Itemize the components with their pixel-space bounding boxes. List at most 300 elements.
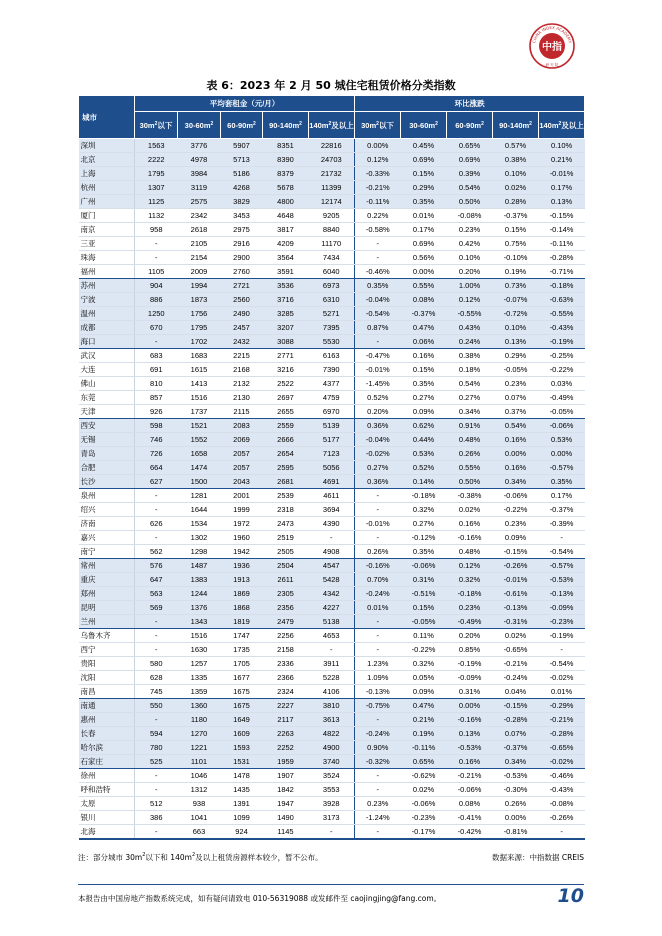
value-cell: 0.62% — [401, 419, 447, 433]
value-cell: 1500 — [178, 475, 221, 489]
value-cell: -0.12% — [401, 531, 447, 545]
city-cell: 宁波 — [79, 293, 135, 307]
city-cell: 昆明 — [79, 601, 135, 615]
value-cell: 7434 — [309, 251, 355, 265]
value-cell: 3740 — [309, 755, 355, 769]
value-cell: 0.00% — [447, 699, 493, 713]
value-cell: 4900 — [309, 741, 355, 755]
value-cell: 5138 — [309, 615, 355, 629]
logo-bottom-text: 研 究 院 — [545, 63, 559, 67]
value-cell: 0.27% — [401, 391, 447, 405]
value-cell: 1335 — [178, 671, 221, 685]
table-row — [79, 769, 585, 783]
value-cell: 3694 — [309, 503, 355, 517]
value-cell: 0.50% — [447, 195, 493, 209]
value-cell: 5139 — [309, 419, 355, 433]
value-cell: - — [355, 531, 401, 545]
value-cell: -0.32% — [355, 755, 401, 769]
table-row — [79, 741, 585, 755]
value-cell: - — [539, 825, 585, 840]
value-cell: 0.16% — [447, 755, 493, 769]
city-cell: 南通 — [79, 699, 135, 713]
value-cell: 2083 — [221, 419, 263, 433]
value-cell: 1281 — [178, 489, 221, 503]
value-cell: -0.07% — [493, 293, 539, 307]
value-cell: 0.34% — [493, 475, 539, 489]
city-cell: 太原 — [79, 797, 135, 811]
value-cell: 2324 — [263, 685, 309, 699]
value-cell: 0.15% — [493, 223, 539, 237]
value-cell: 2654 — [263, 447, 309, 461]
city-cell: 成都 — [79, 321, 135, 335]
column-header-7: $60-90m^2$ — [447, 112, 493, 139]
city-cell: 徐州 — [79, 769, 135, 783]
value-cell: 0.55% — [401, 279, 447, 293]
value-cell: -0.01% — [355, 517, 401, 531]
value-cell: -0.11% — [401, 741, 447, 755]
value-cell: 0.17% — [539, 181, 585, 195]
value-cell: -0.05% — [493, 363, 539, 377]
value-cell: -0.49% — [539, 391, 585, 405]
city-cell: 西安 — [79, 419, 135, 433]
city-cell: 武汉 — [79, 349, 135, 363]
value-cell: 1615 — [178, 363, 221, 377]
value-cell: -0.08% — [539, 797, 585, 811]
value-cell: 1675 — [221, 699, 263, 713]
value-cell: 0.69% — [401, 153, 447, 167]
value-cell: 3088 — [263, 335, 309, 349]
value-cell: 0.85% — [447, 643, 493, 657]
value-cell: 6163 — [309, 349, 355, 363]
value-cell: 0.27% — [401, 517, 447, 531]
value-cell: 0.15% — [401, 363, 447, 377]
value-cell: 0.37% — [493, 405, 539, 419]
value-cell: 0.28% — [493, 195, 539, 209]
value-cell: -0.37% — [401, 307, 447, 321]
value-cell: 1132 — [135, 209, 178, 223]
table-row — [79, 265, 585, 279]
value-cell: 0.56% — [401, 251, 447, 265]
value-cell: -0.26% — [493, 559, 539, 573]
value-cell: 0.13% — [447, 727, 493, 741]
value-cell: 0.69% — [447, 153, 493, 167]
value-cell: 1644 — [178, 503, 221, 517]
value-cell: - — [135, 251, 178, 265]
value-cell: 1819 — [221, 615, 263, 629]
value-cell: 3119 — [178, 181, 221, 195]
city-cell: 苏州 — [79, 279, 135, 293]
value-cell: 1869 — [221, 587, 263, 601]
value-cell: 0.32% — [401, 503, 447, 517]
value-cell: 0.90% — [355, 741, 401, 755]
value-cell: 2356 — [263, 601, 309, 615]
footer-divider — [78, 884, 584, 885]
value-cell: 0.69% — [401, 237, 447, 251]
city-cell: 银川 — [79, 811, 135, 825]
value-cell: 0.50% — [447, 475, 493, 489]
value-cell: -0.01% — [355, 363, 401, 377]
city-cell: 常州 — [79, 559, 135, 573]
value-cell: 4908 — [309, 545, 355, 559]
value-cell: 1516 — [178, 391, 221, 405]
value-cell: -0.16% — [355, 559, 401, 573]
value-cell: 1942 — [221, 545, 263, 559]
value-cell: 1747 — [221, 629, 263, 643]
table-row — [79, 825, 585, 840]
value-cell: 12174 — [309, 195, 355, 209]
city-cell: 无锡 — [79, 433, 135, 447]
value-cell: -0.29% — [539, 699, 585, 713]
value-cell: 2105 — [178, 237, 221, 251]
value-cell: 0.26% — [447, 447, 493, 461]
value-cell: 2057 — [221, 461, 263, 475]
value-cell: 2595 — [263, 461, 309, 475]
table-row — [79, 363, 585, 377]
value-cell: 7395 — [309, 321, 355, 335]
value-cell: 3911 — [309, 657, 355, 671]
value-cell: 0.87% — [355, 321, 401, 335]
value-cell: 780 — [135, 741, 178, 755]
value-cell: 1516 — [178, 629, 221, 643]
table-row — [79, 279, 585, 293]
value-cell: 3776 — [178, 139, 221, 153]
value-cell: -0.02% — [539, 671, 585, 685]
city-cell: 兰州 — [79, 615, 135, 629]
value-cell: -0.65% — [539, 741, 585, 755]
value-cell: 4822 — [309, 727, 355, 741]
value-cell: 1474 — [178, 461, 221, 475]
value-cell: -0.08% — [447, 209, 493, 223]
value-cell: 0.38% — [447, 349, 493, 363]
value-cell: 0.27% — [355, 461, 401, 475]
city-cell: 西宁 — [79, 643, 135, 657]
value-cell: 3536 — [263, 279, 309, 293]
column-header-3: $90-140m^2$ — [263, 112, 309, 139]
value-cell: -0.65% — [493, 643, 539, 657]
value-cell: 857 — [135, 391, 178, 405]
value-cell: 4209 — [263, 237, 309, 251]
column-header-0: $30m^2$以下 — [135, 112, 178, 139]
table-row — [79, 685, 585, 699]
value-cell: 1250 — [135, 307, 178, 321]
value-cell: 1999 — [221, 503, 263, 517]
value-cell: - — [355, 769, 401, 783]
value-cell: 11170 — [309, 237, 355, 251]
value-cell: -0.21% — [447, 769, 493, 783]
value-cell: 6970 — [309, 405, 355, 419]
value-cell: 1.00% — [447, 279, 493, 293]
city-cell: 厦门 — [79, 209, 135, 223]
value-cell: 2681 — [263, 475, 309, 489]
table-row — [79, 307, 585, 321]
value-cell: 0.12% — [355, 153, 401, 167]
value-cell: 3591 — [263, 265, 309, 279]
value-cell: 958 — [135, 223, 178, 237]
value-cell: 4342 — [309, 587, 355, 601]
value-cell: 0.22% — [355, 209, 401, 223]
value-cell: 386 — [135, 811, 178, 825]
value-cell: 2504 — [263, 559, 309, 573]
value-cell: -0.47% — [355, 349, 401, 363]
value-cell: 1145 — [263, 825, 309, 840]
value-cell: 2318 — [263, 503, 309, 517]
value-cell: -0.58% — [355, 223, 401, 237]
value-cell: -0.72% — [493, 307, 539, 321]
city-cell: 合肥 — [79, 461, 135, 475]
value-cell: 1360 — [178, 699, 221, 713]
value-cell: -0.22% — [539, 363, 585, 377]
value-cell: 9205 — [309, 209, 355, 223]
value-cell: -0.81% — [493, 825, 539, 840]
value-cell: 0.48% — [447, 433, 493, 447]
value-cell: 2043 — [221, 475, 263, 489]
table-row — [79, 209, 585, 223]
value-cell: -0.54% — [539, 545, 585, 559]
value-cell: 5530 — [309, 335, 355, 349]
value-cell: 2473 — [263, 517, 309, 531]
value-cell: 0.54% — [493, 419, 539, 433]
value-cell: 5428 — [309, 573, 355, 587]
value-cell: 904 — [135, 279, 178, 293]
value-cell: -0.51% — [401, 587, 447, 601]
value-cell: 0.19% — [401, 727, 447, 741]
value-cell: 3207 — [263, 321, 309, 335]
value-cell: 2721 — [221, 279, 263, 293]
table-row — [79, 237, 585, 251]
value-cell: 0.01% — [401, 209, 447, 223]
value-cell: -0.62% — [401, 769, 447, 783]
value-cell: 3810 — [309, 699, 355, 713]
value-cell: 4106 — [309, 685, 355, 699]
value-cell: 2158 — [263, 643, 309, 657]
china-index-academy-logo — [528, 22, 576, 70]
value-cell: -0.15% — [539, 209, 585, 223]
value-cell: 1.23% — [355, 657, 401, 671]
value-cell: 1101 — [178, 755, 221, 769]
value-cell: -0.28% — [493, 713, 539, 727]
value-cell: 1795 — [135, 167, 178, 181]
city-cell: 上海 — [79, 167, 135, 181]
city-cell: 乌鲁木齐 — [79, 629, 135, 643]
value-cell: 4611 — [309, 489, 355, 503]
value-cell: 1972 — [221, 517, 263, 531]
value-cell: 1302 — [178, 531, 221, 545]
table-title: 表 6：2023 年 2 月 50 城住宅租赁价格分类指数 — [206, 79, 456, 92]
value-cell: 924 — [221, 825, 263, 840]
value-cell: 1521 — [178, 419, 221, 433]
page-number: 10 — [557, 885, 584, 907]
value-cell: 1046 — [178, 769, 221, 783]
value-cell: -0.63% — [539, 293, 585, 307]
value-cell: -1.24% — [355, 811, 401, 825]
value-cell: 1257 — [178, 657, 221, 671]
value-cell: 0.16% — [447, 517, 493, 531]
value-cell: 2227 — [263, 699, 309, 713]
value-cell: 0.21% — [539, 153, 585, 167]
value-cell: 1593 — [221, 741, 263, 755]
value-cell: 0.13% — [493, 335, 539, 349]
value-cell: 3285 — [263, 307, 309, 321]
value-cell: - — [355, 629, 401, 643]
value-cell: 2457 — [221, 321, 263, 335]
value-cell: 2559 — [263, 419, 309, 433]
value-cell: -0.53% — [447, 741, 493, 755]
column-header-4: $140m^2$及以上 — [309, 112, 355, 139]
value-cell: 0.52% — [401, 461, 447, 475]
city-cell: 长春 — [79, 727, 135, 741]
value-cell: 1376 — [178, 601, 221, 615]
value-cell: 0.42% — [447, 237, 493, 251]
value-cell: 0.29% — [401, 181, 447, 195]
table-row — [79, 433, 585, 447]
value-cell: - — [135, 783, 178, 797]
value-cell: 2490 — [221, 307, 263, 321]
value-cell: -0.06% — [401, 559, 447, 573]
value-cell: -0.22% — [401, 643, 447, 657]
city-cell: 惠州 — [79, 713, 135, 727]
value-cell: -0.04% — [355, 433, 401, 447]
column-header-2: $60-90m^2$ — [221, 112, 263, 139]
value-cell: - — [355, 643, 401, 657]
table-row — [79, 783, 585, 797]
table-row — [79, 167, 585, 181]
value-cell: 1907 — [263, 769, 309, 783]
value-cell: - — [135, 615, 178, 629]
table-row — [79, 251, 585, 265]
city-cell: 长沙 — [79, 475, 135, 489]
value-cell: 2154 — [178, 251, 221, 265]
table-row — [79, 629, 585, 643]
value-cell: 1677 — [221, 671, 263, 685]
value-cell: 0.01% — [355, 601, 401, 615]
value-cell: 1936 — [221, 559, 263, 573]
value-cell: -0.06% — [539, 419, 585, 433]
city-cell: 北京 — [79, 153, 135, 167]
city-cell: 呼和浩特 — [79, 783, 135, 797]
value-cell: - — [355, 783, 401, 797]
city-cell: 广州 — [79, 195, 135, 209]
column-header-5: $30m^2$以下 — [355, 112, 401, 139]
value-cell: 2618 — [178, 223, 221, 237]
value-cell: 2222 — [135, 153, 178, 167]
value-cell: 663 — [178, 825, 221, 840]
value-cell: 0.34% — [447, 405, 493, 419]
table-row — [79, 321, 585, 335]
value-cell: -0.30% — [493, 783, 539, 797]
value-cell: -0.06% — [401, 797, 447, 811]
table-row — [79, 643, 585, 657]
value-cell: - — [135, 713, 178, 727]
table-row — [79, 559, 585, 573]
value-cell: 683 — [135, 349, 178, 363]
value-cell: 0.00% — [539, 447, 585, 461]
value-cell: -0.22% — [493, 503, 539, 517]
value-cell: 3553 — [309, 783, 355, 797]
value-cell: -0.38% — [447, 489, 493, 503]
value-cell: 5271 — [309, 307, 355, 321]
value-cell: 3984 — [178, 167, 221, 181]
value-cell: 2479 — [263, 615, 309, 629]
value-cell: 3564 — [263, 251, 309, 265]
value-cell: 2256 — [263, 629, 309, 643]
value-cell: 0.26% — [493, 797, 539, 811]
value-cell: 0.02% — [493, 181, 539, 195]
value-cell: 2611 — [263, 573, 309, 587]
value-cell: 22816 — [309, 139, 355, 153]
value-cell: 2115 — [221, 405, 263, 419]
value-cell: 598 — [135, 419, 178, 433]
value-cell: 0.43% — [447, 321, 493, 335]
table-row — [79, 657, 585, 671]
value-cell: 5056 — [309, 461, 355, 475]
value-cell: 1359 — [178, 685, 221, 699]
value-cell: 3716 — [263, 293, 309, 307]
value-cell: 1534 — [178, 517, 221, 531]
value-cell: 0.03% — [539, 377, 585, 391]
value-cell: 2057 — [221, 447, 263, 461]
value-cell: 0.16% — [493, 461, 539, 475]
value-cell: -0.02% — [539, 755, 585, 769]
value-cell: 1343 — [178, 615, 221, 629]
value-cell: - — [309, 531, 355, 545]
city-cell: 珠海 — [79, 251, 135, 265]
value-cell: 626 — [135, 517, 178, 531]
value-cell: -0.39% — [539, 517, 585, 531]
value-cell: 0.54% — [447, 377, 493, 391]
value-cell: - — [309, 643, 355, 657]
value-cell: 810 — [135, 377, 178, 391]
value-cell: 0.44% — [401, 433, 447, 447]
value-cell: -0.19% — [539, 629, 585, 643]
value-cell: -0.23% — [401, 811, 447, 825]
value-cell: -0.28% — [539, 251, 585, 265]
value-cell: 2771 — [263, 349, 309, 363]
value-cell: 1873 — [178, 293, 221, 307]
logo-center-text: 中指 — [542, 42, 562, 53]
city-column-header: 城市 — [79, 96, 135, 139]
value-cell: 3173 — [309, 811, 355, 825]
value-cell: 0.57% — [493, 139, 539, 153]
value-cell: 4390 — [309, 517, 355, 531]
value-cell: 5907 — [221, 139, 263, 153]
table-row — [79, 153, 585, 167]
value-cell: 2519 — [263, 531, 309, 545]
value-cell: -0.11% — [539, 237, 585, 251]
city-cell: 贵阳 — [79, 657, 135, 671]
value-cell: 0.09% — [401, 685, 447, 699]
value-cell: 0.15% — [401, 601, 447, 615]
value-cell: 2666 — [263, 433, 309, 447]
value-cell: 1702 — [178, 335, 221, 349]
city-cell: 北海 — [79, 825, 135, 840]
value-cell: 1041 — [178, 811, 221, 825]
value-cell: 4800 — [263, 195, 309, 209]
value-cell: 0.65% — [401, 755, 447, 769]
value-cell: -0.42% — [447, 825, 493, 840]
value-cell: 1994 — [178, 279, 221, 293]
value-cell: - — [135, 489, 178, 503]
value-cell: 1552 — [178, 433, 221, 447]
value-cell: -0.75% — [355, 699, 401, 713]
header-row-columns — [79, 112, 585, 139]
value-cell: 0.47% — [401, 321, 447, 335]
value-cell: 0.53% — [401, 447, 447, 461]
value-cell: 1307 — [135, 181, 178, 195]
value-cell: -0.01% — [493, 573, 539, 587]
value-cell: 580 — [135, 657, 178, 671]
value-cell: 0.19% — [493, 265, 539, 279]
value-cell: 0.10% — [493, 321, 539, 335]
